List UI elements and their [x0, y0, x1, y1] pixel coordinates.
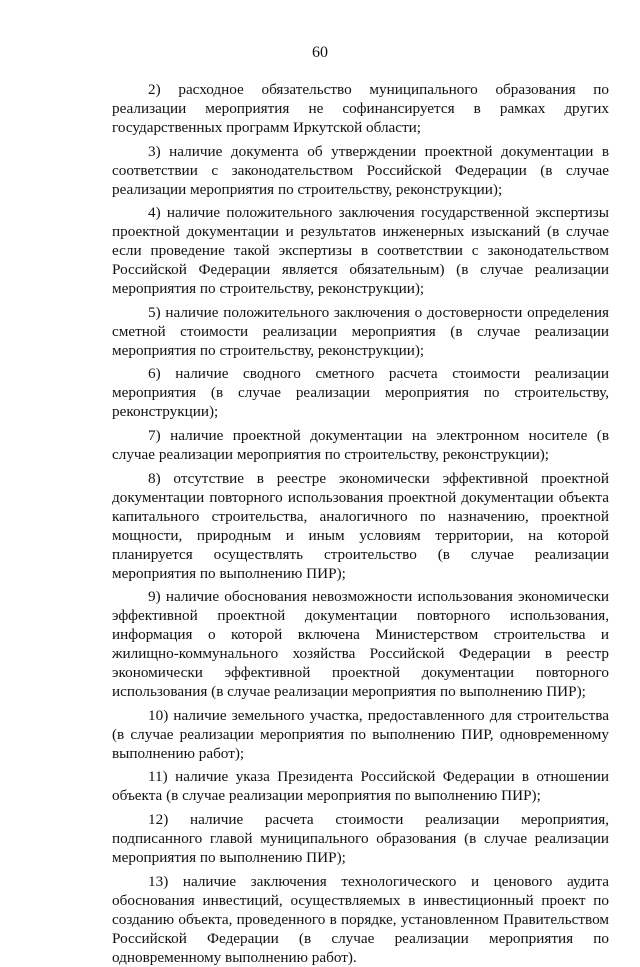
list-item: 5) наличие положительного заключения о достоверности определения сметной стоимости реализации мероприятия (в случае реализации мероприятия по строительству, реконструкции);: [112, 303, 609, 359]
list-item: 6) наличие сводного сметного расчета стоимости реализации мероприятия (в случае реализации мероприятия по строительству, реконструкции);: [112, 365, 609, 421]
page-number: 60: [312, 44, 328, 61]
list-item: 3) наличие документа об утверждении проектной документации в соответствии с законодательством Российской Федерации (в случае реализации мероприятия по строительству, реконструкции);: [112, 142, 609, 198]
list-item: 12) наличие расчета стоимости реализации мероприятия, подписанного главой муниципального образования (в случае реализации мероприятия по выполнению ПИР);: [112, 810, 609, 866]
list-item: 4) наличие положительного заключения государственной экспертизы проектной документации и результатов инженерных изысканий (в случае если проведение такой экспертизы в соответствии с законодательством Российской Федерации является обязательным) (в случае реализации мероприятия по строительству, реконструкции);: [112, 204, 609, 298]
list-item: 7) наличие проектной документации на электронном носителе (в случае реализации мероприятия по строительству, реконструкции);: [112, 426, 609, 463]
list-item: 13) наличие заключения технологического и ценового аудита обоснования инвестиций, осуществляемых в инвестиционный проект по созданию объекта, проведенного в порядке, установленном Правительством Российской Федерации (в случае реализации мероприятия по одновременному выполнению работ).: [112, 872, 609, 966]
list-item: 9) наличие обоснования невозможности использования экономически эффективной проектной документации повторного использования, информация о которой включена Министерством строительства и жилищно-коммунального хозяйства Российской Федерации в реестр экономически эффективной проектной документации повторного использования (в случае реализации мероприятия по выполнению ПИР);: [112, 588, 609, 701]
list-item: 10) наличие земельного участка, предоставленного для строительства (в случае реализации мероприятия по выполнению ПИР, одновременному выполнению работ);: [112, 706, 609, 762]
list-item: 8) отсутствие в реестре экономически эффективной проектной документации повторного использования проектной документации объекта капитального строительства, аналогичного по назначению, проектной мощности, природным и иным условиям территории, на которой планируется осуществлять строительство (в случае реализации мероприятия по выполнению ПИР);: [112, 469, 609, 582]
list-item: 2) расходное обязательство муниципального образования по реализации мероприятия не софинансируется в рамках других государственных программ Иркутской области;: [112, 81, 609, 136]
document-body: [112, 80, 609, 967]
list-item: 11) наличие указа Президента Российской Федерации в отношении объекта (в случае реализации мероприятия по выполнению ПИР);: [112, 768, 609, 805]
